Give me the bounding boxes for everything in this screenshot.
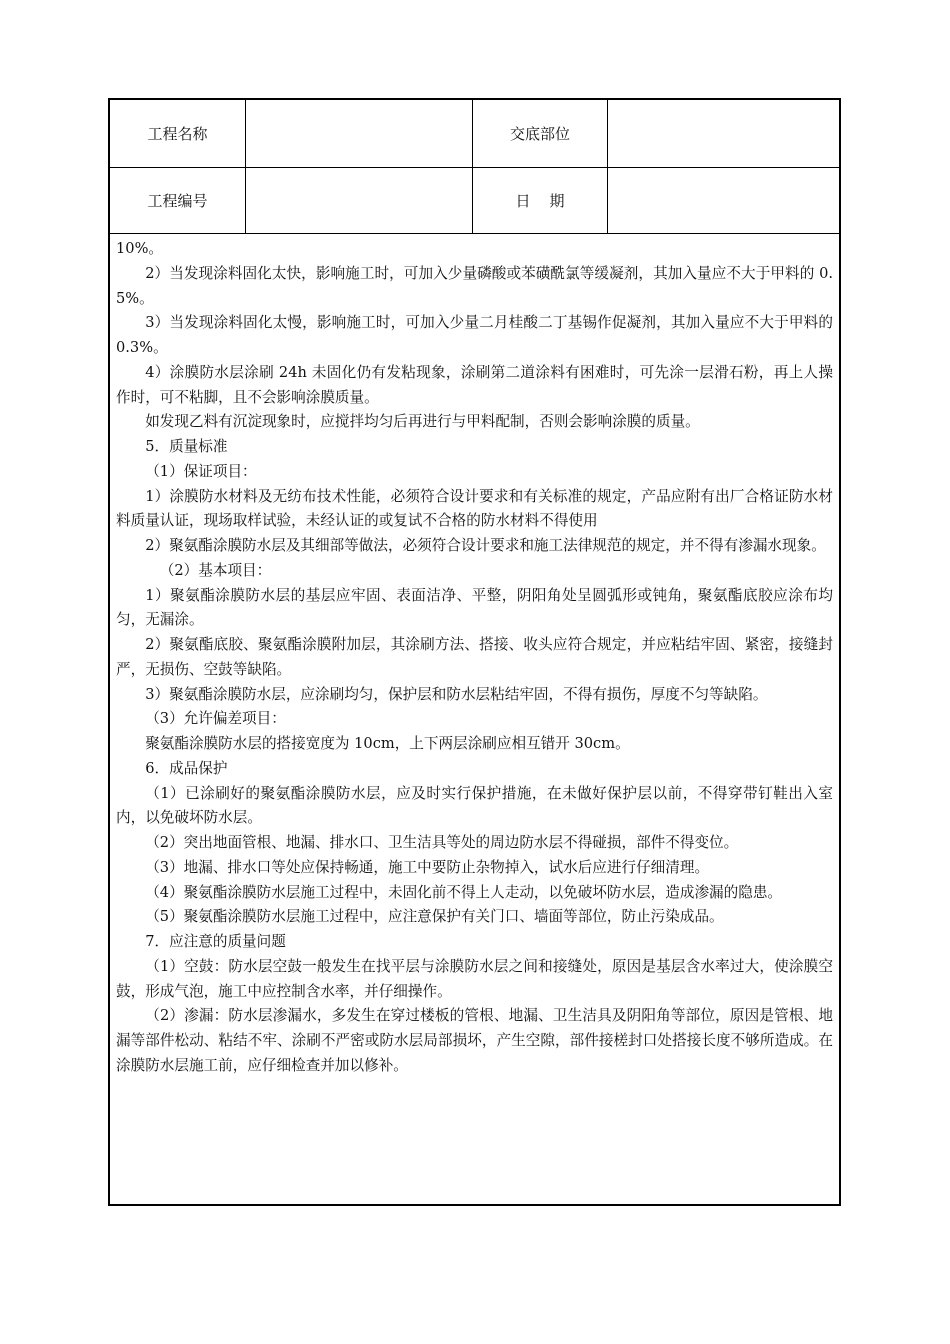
paragraph: （4）聚氨酯涂膜防水层施工过程中，未固化前不得上人走动，以免破坏防水层，造成渗漏的隐患。 — [145, 883, 783, 901]
project-name-label: 工程名称 — [110, 100, 246, 167]
header-row-2 — [110, 167, 839, 234]
paragraph: 1）涂膜防水材料及无纺布技术性能，必须符合设计要求和有关标准的规定，产品应附有出厂合格证防水材料质量认证，现场取样试验，未经认证的或复试不合格的防水材料不得使用 — [116, 487, 833, 530]
paragraph: （2）突出地面管根、地漏、排水口、卫生洁具等处的周边防水层不得碰损，部件不得变位。 — [145, 834, 739, 851]
paragraph: 10%。 — [116, 240, 164, 257]
paragraph: 2）当发现涂料固化太快，影响施工时，可加入少量磷酸或苯磺酰氯等缓凝剂，其加入量应不大于甲料的 0.5%。 — [116, 264, 833, 307]
paragraph: （1）空鼓：防水层空鼓一般发生在找平层与涂膜防水层之间和接缝处，原因是基层含水率过大，使涂膜空鼓，形成气泡，施工中应控制含水率，并仔细操作。 — [116, 957, 833, 1000]
date-label: 日 期 — [473, 167, 608, 233]
project-name-field[interactable] — [246, 100, 473, 167]
paragraph: 3）聚氨酯涂膜防水层，应涂刷均匀，保护层和防水层粘结牢固，不得有损伤，厚度不匀等缺陷。 — [145, 685, 768, 703]
project-number-label: 工程编号 — [110, 167, 246, 233]
subsection-heading: （3）允许偏差项目： — [145, 710, 286, 728]
section-heading: 5．质量标准 — [145, 438, 228, 455]
paragraph: 1）聚氨酯涂膜防水层的基层应牢固、表面洁净、平整，阴阳角处呈圆弧形或钝角，聚氨酯底胶应涂布均匀，无漏涂。 — [116, 586, 833, 629]
subsection-heading: （2）基本项目： — [159, 561, 272, 579]
subsection-heading: （1）保证项目： — [145, 462, 257, 480]
disclosure-part-field[interactable] — [608, 100, 839, 167]
section-heading: 6．成品保护 — [145, 759, 228, 777]
paragraph: 3）当发现涂料固化太慢，影响施工时，可加入少量二月桂酸二丁基锡作促凝剂，其加入量应不大于甲料的 0.3%。 — [116, 314, 833, 356]
disclosure-form — [108, 98, 841, 1206]
header-row-1 — [110, 100, 839, 168]
paragraph: 聚氨酯涂膜防水层的搭接宽度为 10cm，上下两层涂刷应相互错开 30cm。 — [145, 735, 630, 752]
disclosure-content — [116, 237, 833, 1079]
paragraph: 如发现乙料有沉淀现象时，应搅拌均匀后再进行与甲料配制，否则会影响涂膜的质量。 — [145, 413, 700, 431]
paragraph: 4）涂膜防水层涂刷 24h 未固化仍有发粘现象，涂刷第二道涂料有困难时，可先涂一层滑石粉，再上人操作时，可不粘脚，且不会影响涂膜质量。 — [116, 363, 833, 406]
paragraph: （5）聚氨酯涂膜防水层施工过程中，应注意保护有关门口、墙面等部位，防止污染成品。 — [145, 908, 724, 926]
project-number-field[interactable] — [246, 167, 473, 233]
section-heading: 7．应注意的质量问题 — [145, 933, 286, 950]
disclosure-part-label: 交底部位 — [473, 100, 608, 167]
paragraph: （3）地漏、排水口等处应保持畅通，施工中要防止杂物掉入，试水后应进行仔细清理。 — [145, 858, 710, 876]
paragraph: 2）聚氨酯涂膜防水层及其细部等做法，必须符合设计要求和施工法律规范的规定，并不得有渗漏水现象。 — [145, 537, 826, 554]
paragraph: （1）已涂刷好的聚氨酯涂膜防水层，应及时实行保护措施，在未做好保护层以前，不得穿带钉鞋出入室内，以免破坏防水层。 — [116, 784, 833, 827]
date-field[interactable] — [608, 167, 839, 233]
paragraph: 2）聚氨酯底胶、聚氨酯涂膜附加层，其涂刷方法、搭接、收头应符合规定，并应粘结牢固、紧密，接缝封严，无损伤、空鼓等缺陷。 — [116, 636, 833, 678]
paragraph: （2）渗漏：防水层渗漏水，多发生在穿过楼板的管根、地漏、卫生洁具及阴阳角等部位，原因是管根、地漏等部件松动、粘结不牢、涂刷不严密或防水层局部损坏，产生空隙，部件接槎封口处搭接长度不够所造成。在涂膜防水层施工前，应仔细检查并加以修补。 — [116, 1007, 833, 1074]
